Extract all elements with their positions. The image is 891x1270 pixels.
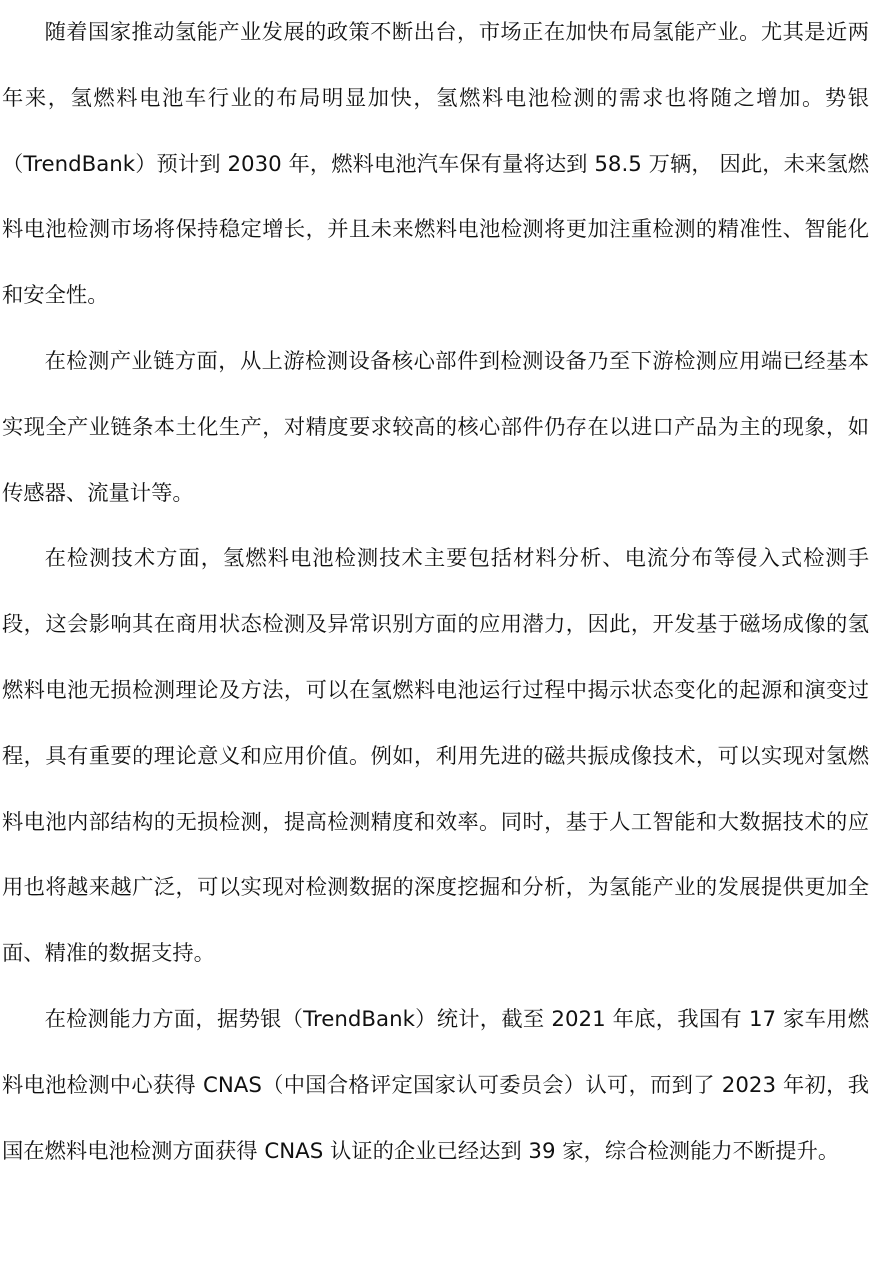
- paragraph-detection-technology: 在检测技术方面，氢燃料电池检测技术主要包括材料分析、电流分布等侵入式检测手段，这会影响其在商用状态检测及异常识别方面的应用潜力，因此，开发基于磁场成像的氢燃料电池无损检测理论及方法，可以在氢燃料电池运行过程中揭示状态变化的起源和演变过程，具有重要的理论意义和应用价值。例如，利用先进的磁共振成像技术，可以实现对氢燃料电池内部结构的无损检测，提高检测精度和效率。同时，基于人工智能和大数据技术的应用也将越来越广泛，可以实现对检测数据的深度挖掘和分析，为氢能产业的发展提供更加全面、精准的数据支持。: [2, 546, 869, 967]
- paragraph-industry-chain: 在检测产业链方面，从上游检测设备核心部件到检测设备乃至下游检测应用端已经基本实现全产业链条本土化生产，对精度要求较高的核心部件仍存在以进口产品为主的现象，如传感器、流量计等。: [2, 348, 869, 506]
- paragraph-detection-capability: 在检测能力方面，据势银（TrendBank）统计，截至 2021 年底，我国有 17 家车用燃料电池检测中心获得 CNAS（中国合格评定国家认可委员会）认可，而到了 2023 年初，我国在燃料电池检测方面获得 CNAS 认证的企业已经达到 39 家，综合检测能力不断提升。: [2, 1006, 869, 1164]
- paragraph-market-outlook: 随着国家推动氢能产业发展的政策不断出台，市场正在加快布局氢能产业。尤其是近两年来，氢燃料电池车行业的布局明显加快，氢燃料电池检测的需求也将随之增加。势银（TrendBank）预计到 2030 年，燃料电池汽车保有量将达到 58.5 万辆， 因此，未来氢燃料电池检测市场将保持稳定增长，并且未来燃料电池检测将更加注重检测的精准性、智能化和安全性。: [2, 20, 869, 309]
